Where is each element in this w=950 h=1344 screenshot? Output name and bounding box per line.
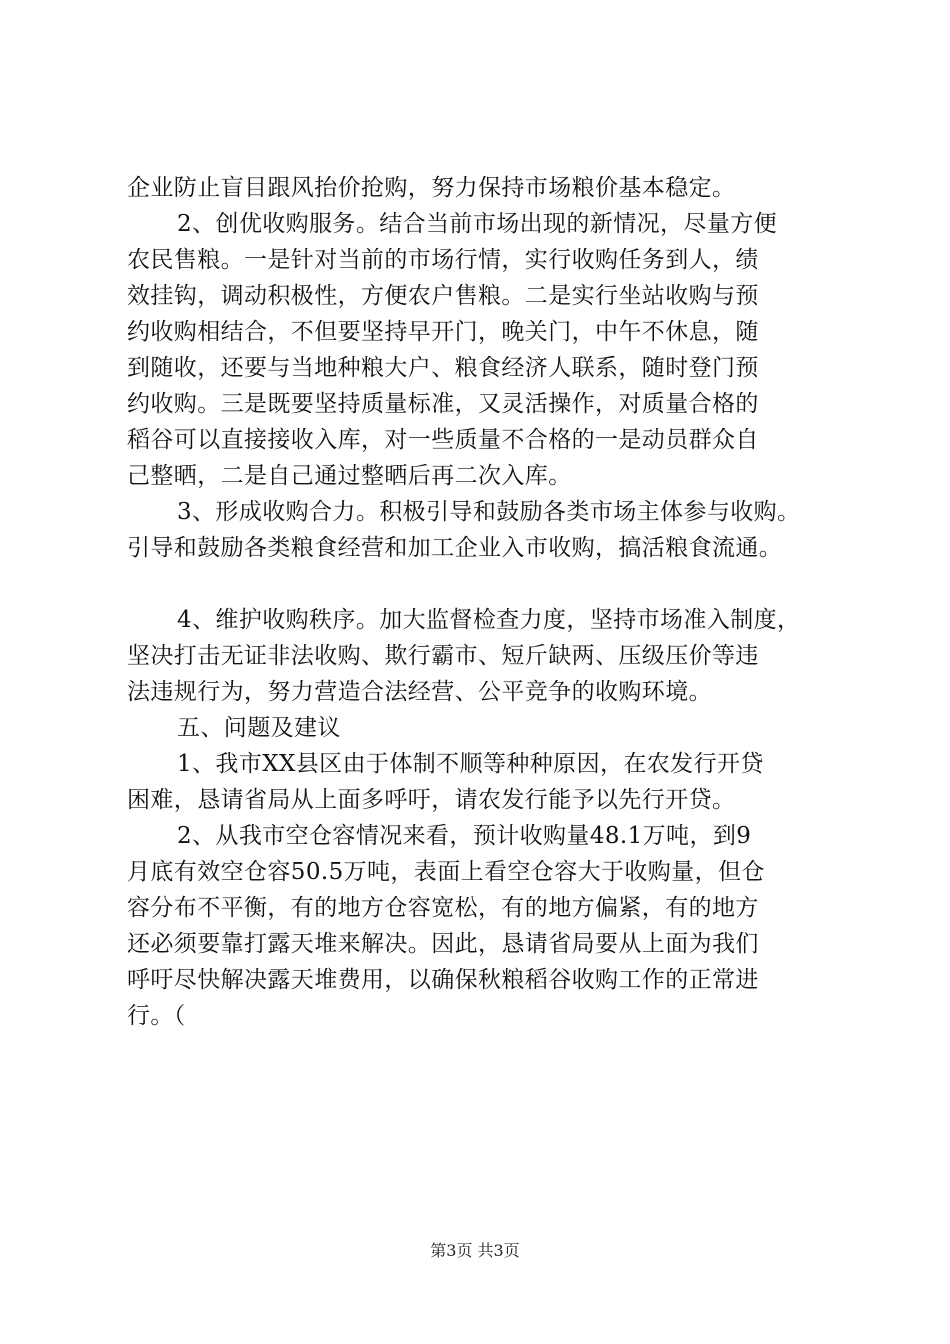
text-line: 2、从我市空仓容情况来看，预计收购量48.1万吨，到9	[177, 823, 752, 849]
text-line: 呼吁尽快解决露天堆费用，以确保秋粮稻谷收购工作的正常进	[127, 967, 759, 993]
text-line: 引导和鼓励各类粮食经营和加工企业入市收购，搞活粮食流通。	[127, 535, 783, 561]
text-line: 己整晒，二是自己通过整晒后再二次入库。	[127, 463, 572, 489]
paragraph-spacer	[127, 566, 847, 602]
document-body	[127, 170, 847, 1034]
text-line: 月底有效空仓容50.5万吨，表面上看空仓容大于收购量，但仓	[127, 859, 765, 885]
text-line: 稻谷可以直接接收入库，对一些质量不合格的一是动员群众自	[127, 427, 759, 453]
text-line: 企业防止盲目跟风抬价抢购，努力保持市场粮价基本稳定。	[127, 175, 736, 201]
text-line: 坚决打击无证非法收购、欺行霸市、短斤缺两、压级压价等违	[127, 643, 759, 669]
text-line: 3、形成收购合力。积极引导和鼓励各类市场主体参与收购。	[177, 499, 801, 525]
text-line: 1、我市XX县区由于体制不顺等种种原因，在农发行开贷	[177, 751, 764, 777]
text-line: 容分布不平衡，有的地方仓容宽松，有的地方偏紧，有的地方	[127, 895, 759, 921]
text-line: 行。（	[127, 1003, 186, 1029]
text-line: 五、问题及建议	[177, 715, 341, 741]
text-line: 约收购。三是既要坚持质量标准，又灵活操作，对质量合格的	[127, 391, 759, 417]
text-line: 效挂钩，调动积极性，方便农户售粮。二是实行坐站收购与预	[127, 283, 759, 309]
text-line: 4、维护收购秩序。加大监督检查力度，坚持市场准入制度，	[177, 607, 801, 633]
text-line: 约收购相结合，不但要坚持早开门，晚关门，中午不休息，随	[127, 319, 759, 345]
text-line: 还必须要靠打露天堆来解决。因此，恳请省局要从上面为我们	[127, 931, 759, 957]
text-line: 困难，恳请省局从上面多呼吁，请农发行能予以先行开贷。	[127, 787, 736, 813]
text-line: 2、创优收购服务。结合当前市场出现的新情况，尽量方便	[177, 211, 778, 237]
page-footer: 第3页 共3页	[430, 1241, 520, 1260]
text-line: 农民售粮。一是针对当前的市场行情，实行收购任务到人，绩	[127, 247, 759, 273]
text-line: 法违规行为，努力营造合法经营、公平竞争的收购环境。	[127, 679, 712, 705]
text-line: 到随收，还要与当地种粮大户、粮食经济人联系，随时登门预	[127, 355, 759, 381]
